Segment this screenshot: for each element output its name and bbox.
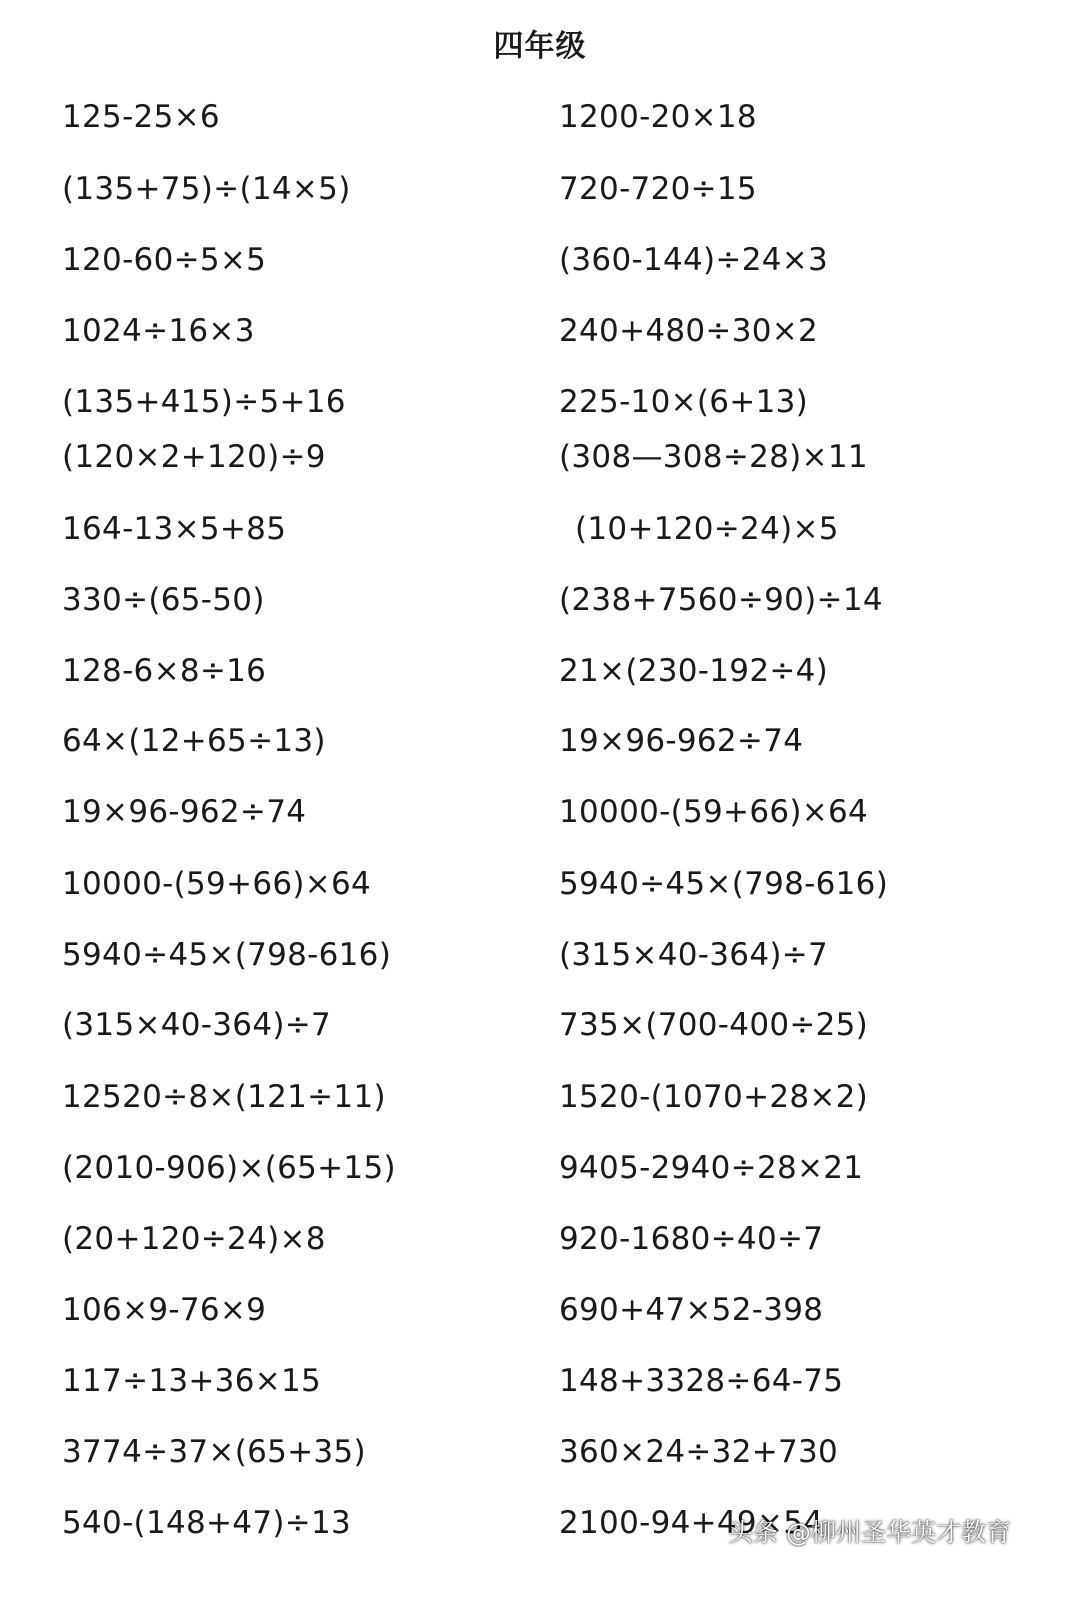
problem-right: 920-1680÷40÷7 (559, 1221, 824, 1257)
problem-right: (238+7560÷90)÷14 (559, 582, 883, 618)
problem-right: (360-144)÷24×3 (559, 242, 829, 278)
problem-right: (315×40-364)÷7 (559, 937, 829, 973)
problem-right: 225-10×(6+13) (559, 384, 809, 420)
problem-row (0, 576, 1080, 624)
problem-right: (10+120÷24)×5 (575, 511, 839, 547)
problem-left: 117÷13+36×15 (62, 1363, 322, 1399)
problem-left: 540-(148+47)÷13 (62, 1505, 352, 1541)
problem-row (0, 788, 1080, 836)
problem-right: 19×96-962÷74 (559, 723, 804, 759)
problem-row (0, 1001, 1080, 1049)
problem-left: 164-13×5+85 (62, 511, 287, 547)
problem-left: (135+415)÷5+16 (62, 384, 346, 420)
problem-row (0, 860, 1080, 908)
problem-right: 148+3328÷64-75 (559, 1363, 844, 1399)
problem-right: 720-720÷15 (559, 171, 757, 207)
problem-row (0, 717, 1080, 765)
problem-right: 360×24÷32+730 (559, 1434, 839, 1470)
problem-right: 9405-2940÷28×21 (559, 1150, 864, 1186)
problem-row (0, 165, 1080, 213)
problem-row (0, 931, 1080, 979)
problem-right: 10000-(59+66)×64 (559, 794, 869, 830)
problem-row (0, 236, 1080, 284)
problem-row (0, 1073, 1080, 1121)
problem-row (0, 1357, 1080, 1405)
problem-left: (2010-906)×(65+15) (62, 1150, 396, 1186)
problem-right: 2100-94+49×54 (559, 1505, 824, 1541)
problem-left: 5940÷45×(798-616) (62, 937, 392, 973)
problem-row (0, 1286, 1080, 1334)
problem-row (0, 1428, 1080, 1476)
problem-left: (315×40-364)÷7 (62, 1007, 332, 1043)
problem-right: 21×(230-192÷4) (559, 653, 829, 689)
problem-left: 19×96-962÷74 (62, 794, 307, 830)
problem-left: 330÷(65-50) (62, 582, 265, 618)
problem-row (0, 1215, 1080, 1263)
problem-left: (20+120÷24)×8 (62, 1221, 326, 1257)
problem-row (0, 647, 1080, 695)
problem-right: 1200-20×18 (559, 99, 757, 135)
problem-left: 12520÷8×(121÷11) (62, 1079, 386, 1115)
problem-row (0, 378, 1080, 426)
problem-left: 64×(12+65÷13) (62, 723, 326, 759)
problem-row (0, 93, 1080, 141)
problem-right: 690+47×52-398 (559, 1292, 824, 1328)
problem-right: (308—308÷28)×11 (559, 439, 868, 475)
watermark: 头条 @柳州圣华英才教育 (728, 1518, 1011, 1547)
problem-row (0, 1144, 1080, 1192)
problem-left: 120-60÷5×5 (62, 242, 267, 278)
problem-left: 106×9-76×9 (62, 1292, 267, 1328)
problem-left: 3774÷37×(65+35) (62, 1434, 366, 1470)
problem-left: 10000-(59+66)×64 (62, 866, 372, 902)
problem-left: 1024÷16×3 (62, 313, 255, 349)
page-title: 四年级 (493, 29, 587, 64)
problem-right: 240+480÷30×2 (559, 313, 819, 349)
problem-row (0, 505, 1080, 553)
problem-right: 735×(700-400÷25) (559, 1007, 869, 1043)
problem-right: 1520-(1070+28×2) (559, 1079, 869, 1115)
problem-row (0, 307, 1080, 355)
problem-left: 125-25×6 (62, 99, 220, 135)
problem-left: 128-6×8÷16 (62, 653, 267, 689)
problem-row (0, 433, 1080, 481)
problem-right: 5940÷45×(798-616) (559, 866, 889, 902)
problem-left: (135+75)÷(14×5) (62, 171, 351, 207)
problem-left: (120×2+120)÷9 (62, 439, 326, 475)
